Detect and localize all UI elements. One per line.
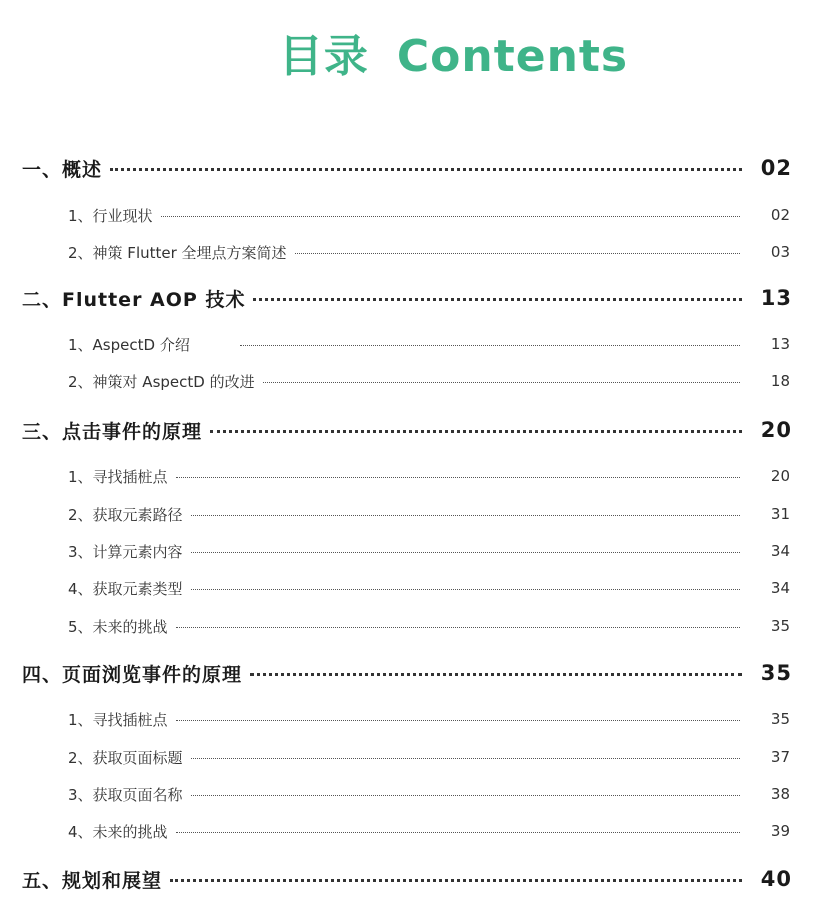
toc-entry-title: 二、Flutter AOP 技术	[22, 288, 246, 311]
toc-entry-title: 3、计算元素内容	[68, 542, 183, 561]
dot-leader	[191, 552, 740, 553]
toc-section[interactable]	[68, 237, 790, 267]
title-cn: 目录	[278, 31, 369, 82]
toc-section[interactable]	[68, 742, 790, 772]
toc-entry-title: 1、寻找插桩点	[68, 710, 168, 729]
toc-entry-title: 4、未来的挑战	[68, 822, 168, 841]
dot-leader	[176, 627, 740, 628]
toc-page-number: 03	[770, 243, 790, 261]
toc-section[interactable]	[68, 779, 790, 809]
toc-entry-title: 2、神策 Flutter 全埋点方案简述	[68, 243, 287, 262]
dot-leader	[210, 430, 742, 433]
toc-entry-title: 2、获取元素路径	[68, 505, 183, 524]
toc-page-number: 35	[760, 661, 792, 685]
toc-section[interactable]	[68, 536, 790, 566]
toc-entry-title: 1、寻找插桩点	[68, 467, 168, 486]
dot-leader	[240, 345, 740, 346]
dot-leader	[110, 168, 742, 171]
dot-leader	[191, 589, 740, 590]
toc-section[interactable]	[68, 704, 790, 734]
toc-page-number: 20	[760, 418, 792, 442]
toc-entry-title: 3、获取页面名称	[68, 785, 183, 804]
page-title	[0, 20, 822, 84]
toc-section[interactable]	[68, 816, 790, 846]
toc-entry-title: 2、神策对 AspectD 的改进	[68, 372, 255, 391]
toc-page-number: 39	[770, 822, 790, 840]
toc-entry-title: 一、概述	[22, 158, 103, 181]
dot-leader	[170, 879, 742, 882]
toc-chapter[interactable]	[22, 415, 792, 445]
toc-entry-title: 五、规划和展望	[22, 869, 163, 892]
toc-page-number: 34	[770, 579, 790, 597]
dot-leader	[295, 253, 740, 254]
toc-page-number: 35	[770, 710, 790, 728]
toc-entry-title: 四、页面浏览事件的原理	[22, 663, 243, 686]
toc-section[interactable]	[68, 573, 790, 603]
toc-page-number: 13	[770, 335, 790, 353]
toc-entry-title: 5、未来的挑战	[68, 617, 168, 636]
toc-page-number: 35	[770, 617, 790, 635]
toc-page-number: 02	[760, 156, 792, 180]
toc-chapter[interactable]	[22, 283, 792, 313]
toc-page-number: 40	[760, 867, 792, 891]
dot-leader	[191, 515, 740, 516]
toc-page-number: 02	[770, 206, 790, 224]
toc-section[interactable]	[68, 499, 790, 529]
toc-section[interactable]	[68, 366, 790, 396]
toc-page-number: 38	[770, 785, 790, 803]
toc-chapter[interactable]	[22, 658, 792, 688]
toc-entry-title: 1、AspectD 介绍	[68, 335, 190, 354]
toc-entry-title: 4、获取元素类型	[68, 579, 183, 598]
toc-section[interactable]	[68, 611, 790, 641]
toc-chapter[interactable]	[22, 864, 792, 894]
toc-section[interactable]	[68, 461, 790, 491]
toc-page-number: 34	[770, 542, 790, 560]
dot-leader	[191, 795, 740, 796]
dot-leader	[191, 758, 740, 759]
dot-leader	[250, 673, 742, 676]
toc-entry-title: 1、行业现状	[68, 206, 153, 225]
toc-chapter[interactable]	[22, 153, 792, 183]
toc-page-number: 20	[770, 467, 790, 485]
toc-page-number: 37	[770, 748, 790, 766]
dot-leader	[176, 720, 740, 721]
title-en: Contents	[396, 31, 629, 82]
toc-section[interactable]	[68, 200, 790, 230]
dot-leader	[253, 298, 742, 301]
dot-leader	[176, 832, 740, 833]
dot-leader	[161, 216, 740, 217]
toc-entry-title: 三、点击事件的原理	[22, 420, 203, 443]
toc-page-number: 18	[770, 372, 790, 390]
dot-leader	[263, 382, 740, 383]
toc-page-number: 31	[770, 505, 790, 523]
dot-leader	[176, 477, 740, 478]
toc-page-number: 13	[760, 286, 792, 310]
toc-section[interactable]	[68, 329, 790, 359]
toc-entry-title: 2、获取页面标题	[68, 748, 183, 767]
